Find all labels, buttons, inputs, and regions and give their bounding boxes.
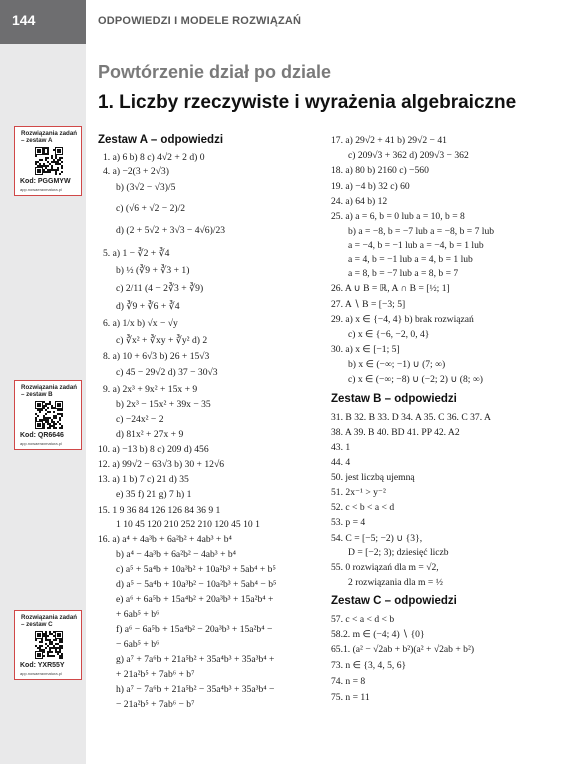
qr-box-zestaw-a[interactable] xyxy=(14,126,82,196)
answer-line: c) ∛x² + ∛xy + ∛y² d) 2 xyxy=(116,335,208,346)
answer-line: 19. a) −4 b) 32 c) 60 xyxy=(331,181,410,192)
answer-line: 1 10 45 120 210 252 210 120 45 10 1 xyxy=(116,519,260,530)
heading-zestaw-b: Zestaw B – odpowiedzi xyxy=(331,393,457,405)
answer-line: c) −24x² − 2 xyxy=(116,414,164,425)
answer-line: − 21a²b⁵ + 7ab⁶ − b⁷ xyxy=(116,699,195,710)
qr-code-label: Kod: PGGMYW xyxy=(20,178,71,185)
answer-line: c) a⁵ + 5a⁴b + 10a³b² + 10a²b³ + 5ab⁴ + b⁵ xyxy=(116,564,276,575)
qr-title: Rozwiązania zadań – zestaw A xyxy=(21,130,78,145)
answer-line: c) 45 − 29√2 d) 37 − 30√3 xyxy=(116,367,218,378)
answer-line: 4. a) −2(3 + 2√3) xyxy=(103,166,169,177)
answer-line: d) ∛9 + ∛6 + ∛4 xyxy=(116,301,180,312)
answer-line: 2 rozwiązania dla m = ½ xyxy=(348,577,443,588)
answer-line: e) 35 f) 21 g) 7 h) 1 xyxy=(116,489,192,500)
answer-line: − 6ab⁵ + b⁶ xyxy=(116,639,160,650)
answer-line: 27. A ∖ B = [−3; 5] xyxy=(331,299,406,310)
answer-line: 10. a) −13 b) 8 c) 209 d) 456 xyxy=(98,444,209,455)
answer-line: d) 81x² + 27x + 9 xyxy=(116,429,184,440)
answer-line: 8. a) 10 + 6√3 b) 26 + 15√3 xyxy=(103,351,210,362)
answer-line: b) a = −8, b = −7 lub a = −8, b = 7 lub xyxy=(348,226,495,237)
answer-line: 55. 0 rozwiązań dla m = √2, xyxy=(331,562,439,573)
answer-line: 18. a) 80 b) 2160 c) −560 xyxy=(331,165,429,176)
qr-title: Rozwiązania zadań – zestaw C xyxy=(21,614,78,629)
answer-line: a = 4, b = −1 lub a = 4, b = 1 lub xyxy=(348,254,473,265)
answer-line: 9. a) 2x³ + 9x² + 15x + 9 xyxy=(103,384,198,395)
answer-line: 17. a) 29√2 + 41 b) 29√2 − 41 xyxy=(331,135,447,146)
heading-zestaw-a: Zestaw A – odpowiedzi xyxy=(98,134,224,146)
qr-code-icon[interactable] xyxy=(35,631,63,659)
answer-line: D = [−2; 3); dziesięć liczb xyxy=(348,547,449,558)
answer-line: 43. 1 xyxy=(331,442,351,453)
answer-line: 15. 1 9 36 84 126 126 84 36 9 1 xyxy=(98,505,221,516)
qr-box-zestaw-c[interactable] xyxy=(14,610,82,680)
answer-line: 6. a) 1/x b) √x − √y xyxy=(103,318,178,329)
answer-line: 74. n = 8 xyxy=(331,676,366,687)
qr-url: app.nowaeraxmatura.pl xyxy=(20,441,62,446)
answer-line: 12. a) 99√2 − 63√3 b) 30 + 12√6 xyxy=(98,459,225,470)
answer-line: a = −4, b = −1 lub a = −4, b = 1 lub xyxy=(348,240,484,251)
answer-line: 52. c < b < a < d xyxy=(331,502,395,513)
qr-code-icon[interactable] xyxy=(35,147,63,175)
qr-code-label: Kod: QR6646 xyxy=(20,432,64,439)
qr-code-label: Kod: YXR55Y xyxy=(20,662,65,669)
qr-code-icon[interactable] xyxy=(35,401,63,429)
answer-line: 13. a) 1 b) 7 c) 21 d) 35 xyxy=(98,474,189,485)
answer-line: 26. A ∪ B = ℝ, A ∩ B = [½; 1] xyxy=(331,283,450,294)
answer-line: 29. a) x ∈ {−4, 4} b) brak rozwiązań xyxy=(331,314,474,325)
answer-line: 65.1. (a² − √2ab + b²)(a² + √2ab + b²) xyxy=(331,644,475,655)
answer-line: g) a⁷ + 7a⁶b + 21a⁵b² + 35a⁴b³ + 35a³b⁴ + xyxy=(116,654,275,665)
answer-line: 50. jest liczbą ujemną xyxy=(331,472,415,483)
heading-zestaw-c: Zestaw C – odpowiedzi xyxy=(331,595,457,607)
answer-line: 16. a) a⁴ + 4a³b + 6a²b² + 4ab³ + b⁴ xyxy=(98,534,232,545)
answer-line: e) a⁶ + 6a⁵b + 15a⁴b² + 20a³b³ + 15a²b⁴ + xyxy=(116,594,274,605)
answer-line: 54. C = [−5; −2) ∪ {3}, xyxy=(331,533,423,544)
answer-line: b) a⁴ − 4a³b + 6a²b² − 4ab³ + b⁴ xyxy=(116,549,237,560)
answer-line: 58.2. m ∈ (−4; 4) ∖ {0} xyxy=(331,629,425,640)
answer-line: + 6ab⁵ + b⁶ xyxy=(116,609,160,620)
answer-line: b) 2x³ − 15x² + 39x − 35 xyxy=(116,399,211,410)
answer-line: c) (√6 + √2 − 2)/2 xyxy=(116,203,186,214)
answer-line: f) a⁶ − 6a⁵b + 15a⁴b² − 20a³b³ + 15a²b⁴ − xyxy=(116,624,273,635)
answer-line: 38. A 39. B 40. BD 41. PP 42. A2 xyxy=(331,427,460,438)
answer-line: c) x ∈ (−∞; −8) ∪ (−2; 2) ∪ (8; ∞) xyxy=(348,374,483,385)
answer-line: 31. B 32. B 33. D 34. A 35. C 36. C 37. A xyxy=(331,412,491,423)
answer-line: c) 2/11 (4 − 2∛3 + ∛9) xyxy=(116,283,204,294)
answer-line: 25. a) a = 6, b = 0 lub a = 10, b = 8 xyxy=(331,211,465,222)
answer-line: 75. n = 11 xyxy=(331,692,370,703)
answer-line: + 21a²b⁵ + 7ab⁶ + b⁷ xyxy=(116,669,195,680)
qr-url: app.nowaeraxmatura.pl xyxy=(20,187,62,192)
answer-line: 51. 2x⁻¹ > y⁻² xyxy=(331,487,386,498)
answer-line: c) 209√3 + 362 d) 209√3 − 362 xyxy=(348,150,469,161)
section-title: Powtórzenie dział po dziale xyxy=(98,62,332,82)
qr-title: Rozwiązania zadań – zestaw B xyxy=(21,384,78,399)
answer-line: d) (2 + 5√2 + 3√3 − 4√6)/23 xyxy=(116,225,226,236)
answer-line: d) a⁵ − 5a⁴b + 10a³b² − 10a²b³ + 5ab⁴ − b⁵ xyxy=(116,579,277,590)
answer-line: h) a⁷ − 7a⁶b + 21a⁵b² − 35a⁴b³ + 35a³b⁴ − xyxy=(116,684,275,695)
answer-line: 24. a) 64 b) 12 xyxy=(331,196,388,207)
page-number: 144 xyxy=(12,12,36,28)
answer-line: 1. a) 6 b) 8 c) 4√2 + 2 d) 0 xyxy=(103,152,205,163)
answer-line: b) x ∈ (−∞; −1) ∪ (7; ∞) xyxy=(348,359,446,370)
answer-line: b) ½ (∛9 + ∛3 + 1) xyxy=(116,265,190,276)
answer-line: 53. p = 4 xyxy=(331,517,366,528)
answer-line: 5. a) 1 − ∛2 + ∛4 xyxy=(103,248,170,259)
answer-line: 44. 4 xyxy=(331,457,351,468)
answer-line: 73. n ∈ {3, 4, 5, 6} xyxy=(331,660,407,671)
answer-line: 30. a) x ∈ [−1; 5] xyxy=(331,344,400,355)
qr-box-zestaw-b[interactable] xyxy=(14,380,82,450)
answer-line: c) x ∈ {−6, −2, 0, 4} xyxy=(348,329,430,340)
answer-line: b) (3√2 − √3)/5 xyxy=(116,182,176,193)
answer-line: 57. c < a < d < b xyxy=(331,614,395,625)
qr-url: app.nowaeraxmatura.pl xyxy=(20,671,62,676)
page-number-box xyxy=(0,0,86,44)
answer-line: a = 8, b = −7 lub a = 8, b = 7 xyxy=(348,268,459,279)
chapter-title: 1. Liczby rzeczywiste i wyrażenia algebraiczne xyxy=(98,92,517,113)
running-head: ODPOWIEDZI I MODELE ROZWIĄZAŃ xyxy=(98,15,302,27)
